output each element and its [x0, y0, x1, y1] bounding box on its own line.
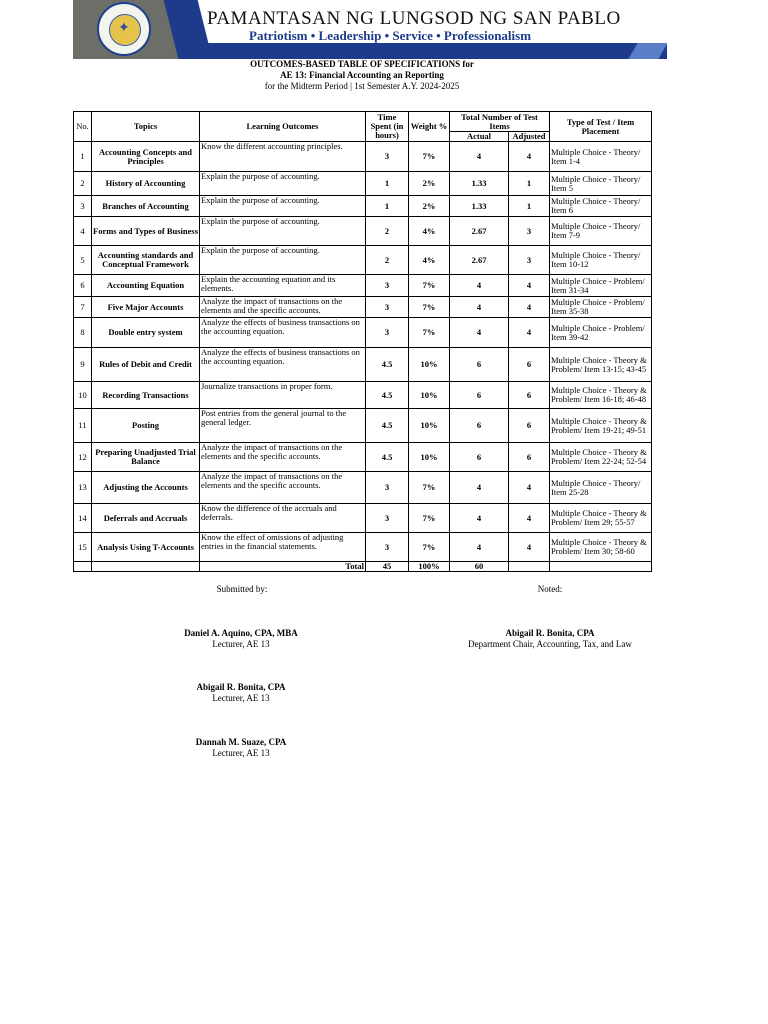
row-time: 3	[366, 318, 409, 348]
row-number: 2	[74, 172, 92, 196]
row-adjusted: 1	[509, 196, 550, 217]
row-outcome: Post entries from the general journal to the general ledger.	[200, 409, 366, 443]
header-weight: Weight %	[409, 112, 450, 142]
row-type: Multiple Choice - Theory & Problem/ Item 19-21; 49-51	[550, 409, 652, 443]
row-type: Multiple Choice - Problem/ Item 35-38	[550, 297, 652, 318]
row-outcome: Know the effect of omissions of adjusting entries in the financial statements.	[200, 533, 366, 562]
row-number: 14	[74, 504, 92, 533]
row-number: 12	[74, 443, 92, 472]
header-type: Type of Test / Item Placement	[550, 112, 652, 142]
row-adjusted: 4	[509, 533, 550, 562]
row-number: 15	[74, 533, 92, 562]
row-actual: 2.67	[450, 246, 509, 275]
row-number: 13	[74, 472, 92, 504]
signatory-name: Abigail R. Bonita, CPA	[505, 628, 595, 638]
submitted-by-label: Submitted by:	[216, 584, 268, 594]
row-adjusted: 4	[509, 504, 550, 533]
row-number: 8	[74, 318, 92, 348]
row-type: Multiple Choice - Theory/ Item 7-9	[550, 217, 652, 246]
header-outcomes: Learning Outcomes	[200, 112, 366, 142]
row-number: 3	[74, 196, 92, 217]
table-row	[74, 533, 652, 562]
row-adjusted: 4	[509, 297, 550, 318]
row-adjusted: 3	[509, 246, 550, 275]
row-actual: 4	[450, 318, 509, 348]
table-row	[74, 246, 652, 275]
row-time: 1	[366, 172, 409, 196]
row-weight: 7%	[409, 472, 450, 504]
total-weight: 100%	[409, 562, 450, 572]
row-time: 1	[366, 196, 409, 217]
row-time: 3	[366, 275, 409, 297]
row-weight: 10%	[409, 443, 450, 472]
row-weight: 7%	[409, 318, 450, 348]
row-time: 2	[366, 217, 409, 246]
table-row	[74, 318, 652, 348]
row-actual: 4	[450, 275, 509, 297]
row-topic: Accounting Concepts and Principles	[92, 142, 200, 172]
header-no: No.	[74, 112, 92, 142]
noted-label: Noted:	[537, 584, 563, 594]
total-empty	[92, 562, 200, 572]
signatory-name: Dannah M. Suaze, CPA	[195, 737, 287, 747]
row-adjusted: 6	[509, 348, 550, 382]
total-empty	[509, 562, 550, 572]
row-outcome: Explain the accounting equation and its elements.	[200, 275, 366, 297]
table-row	[74, 504, 652, 533]
row-outcome: Analyze the impact of transactions on the elements and the specific accounts.	[200, 472, 366, 504]
row-type: Multiple Choice - Theory & Problem/ Item 13-15; 43-45	[550, 348, 652, 382]
university-name: PAMANTASAN NG LUNGSOD NG SAN PABLO	[207, 8, 621, 29]
signatory-name: Daniel A. Aquino, CPA, MBA	[184, 628, 298, 638]
row-topic: Deferrals and Accruals	[92, 504, 200, 533]
row-type: Multiple Choice - Theory/ Item 1-4	[550, 142, 652, 172]
row-weight: 7%	[409, 142, 450, 172]
row-number: 1	[74, 142, 92, 172]
row-topic: Accounting Equation	[92, 275, 200, 297]
row-outcome: Analyze the effects of business transactions on the accounting equation.	[200, 318, 366, 348]
row-weight: 10%	[409, 348, 450, 382]
row-type: Multiple Choice - Theory & Problem/ Item 16-18; 46-48	[550, 382, 652, 409]
total-time: 45	[366, 562, 409, 572]
specifications-table	[73, 111, 652, 572]
total-empty	[74, 562, 92, 572]
row-outcome: Explain the purpose of accounting.	[200, 172, 366, 196]
row-outcome: Explain the purpose of accounting.	[200, 246, 366, 275]
row-topic: Analysis Using T-Accounts	[92, 533, 200, 562]
row-actual: 6	[450, 409, 509, 443]
table-row	[74, 297, 652, 318]
row-topic: History of Accounting	[92, 172, 200, 196]
row-outcome: Explain the purpose of accounting.	[200, 196, 366, 217]
row-time: 4.5	[366, 443, 409, 472]
title-line-1: OUTCOMES-BASED TABLE OF SPECIFICATIONS for	[250, 59, 474, 69]
row-type: Multiple Choice - Theory & Problem/ Item 30; 58-60	[550, 533, 652, 562]
row-type: Multiple Choice - Problem/ Item 31-34	[550, 275, 652, 297]
row-topic: Double entry system	[92, 318, 200, 348]
header-topics: Topics	[92, 112, 200, 142]
header-adjusted: Adjusted	[509, 132, 550, 142]
row-topic: Forms and Types of Business	[92, 217, 200, 246]
table-row	[74, 382, 652, 409]
total-row	[74, 562, 652, 572]
header-total-items: Total Number of Test Items	[450, 112, 550, 132]
table-row	[74, 142, 652, 172]
row-number: 9	[74, 348, 92, 382]
row-actual: 4	[450, 142, 509, 172]
row-adjusted: 3	[509, 217, 550, 246]
row-weight: 10%	[409, 382, 450, 409]
row-outcome: Know the different accounting principles.	[200, 142, 366, 172]
total-label: Total	[200, 562, 366, 572]
signatory-role: Lecturer, AE 13	[212, 748, 270, 758]
row-time: 3	[366, 504, 409, 533]
row-time: 2	[366, 246, 409, 275]
table-row	[74, 472, 652, 504]
signature-block	[140, 737, 342, 759]
row-adjusted: 1	[509, 172, 550, 196]
row-actual: 2.67	[450, 217, 509, 246]
row-topic: Rules of Debit and Credit	[92, 348, 200, 382]
row-weight: 10%	[409, 409, 450, 443]
row-weight: 2%	[409, 172, 450, 196]
row-time: 4.5	[366, 409, 409, 443]
row-topic: Posting	[92, 409, 200, 443]
university-seal-icon: ✦	[97, 2, 151, 56]
signature-block	[440, 628, 660, 650]
row-adjusted: 4	[509, 318, 550, 348]
row-weight: 7%	[409, 297, 450, 318]
row-actual: 1.33	[450, 172, 509, 196]
row-time: 4.5	[366, 382, 409, 409]
row-actual: 6	[450, 443, 509, 472]
title-line-3: for the Midterm Period | 1st Semester A.Y. 2024-2025	[264, 81, 460, 91]
header-bar	[191, 43, 667, 59]
table-row	[74, 196, 652, 217]
row-weight: 4%	[409, 246, 450, 275]
row-type: Multiple Choice - Theory/ Item 6	[550, 196, 652, 217]
document-header	[73, 0, 667, 59]
row-type: Multiple Choice - Problem/ Item 39-42	[550, 318, 652, 348]
row-actual: 4	[450, 472, 509, 504]
row-outcome: Analyze the impact of transactions on the elements and the specific accounts.	[200, 297, 366, 318]
table-row	[74, 275, 652, 297]
row-number: 5	[74, 246, 92, 275]
signatory-role: Department Chair, Accounting, Tax, and Law	[468, 639, 632, 649]
header-time: Time Spent (in hours)	[366, 112, 409, 142]
row-time: 4.5	[366, 348, 409, 382]
signatory-role: Lecturer, AE 13	[212, 639, 270, 649]
row-weight: 7%	[409, 275, 450, 297]
table-row	[74, 443, 652, 472]
row-adjusted: 4	[509, 275, 550, 297]
row-type: Multiple Choice - Theory/ Item 5	[550, 172, 652, 196]
table-row	[74, 409, 652, 443]
document-title	[0, 59, 724, 92]
row-weight: 4%	[409, 217, 450, 246]
row-weight: 7%	[409, 533, 450, 562]
row-adjusted: 6	[509, 443, 550, 472]
row-number: 6	[74, 275, 92, 297]
table-row	[74, 172, 652, 196]
row-number: 7	[74, 297, 92, 318]
row-outcome: Analyze the effects of business transactions on the accounting equation.	[200, 348, 366, 382]
row-type: Multiple Choice - Theory & Problem/ Item 22-24; 52-54	[550, 443, 652, 472]
total-empty	[550, 562, 652, 572]
table-row	[74, 348, 652, 382]
row-time: 3	[366, 142, 409, 172]
row-outcome: Explain the purpose of accounting.	[200, 217, 366, 246]
row-number: 4	[74, 217, 92, 246]
row-topic: Recording Transactions	[92, 382, 200, 409]
row-number: 11	[74, 409, 92, 443]
signatory-name: Abigail R. Bonita, CPA	[196, 682, 286, 692]
row-time: 3	[366, 472, 409, 504]
signature-block	[140, 682, 342, 704]
row-time: 3	[366, 533, 409, 562]
row-actual: 6	[450, 382, 509, 409]
row-adjusted: 6	[509, 409, 550, 443]
signatory-role: Lecturer, AE 13	[212, 693, 270, 703]
table-row	[74, 217, 652, 246]
row-outcome: Analyze the impact of transactions on the elements and the specific accounts.	[200, 443, 366, 472]
total-items: 60	[450, 562, 509, 572]
row-actual: 4	[450, 297, 509, 318]
signature-block	[140, 628, 342, 650]
row-type: Multiple Choice - Theory/ Item 10-12	[550, 246, 652, 275]
university-motto: Patriotism • Leadership • Service • Professionalism	[249, 28, 532, 43]
row-actual: 6	[450, 348, 509, 382]
row-adjusted: 4	[509, 142, 550, 172]
row-type: Multiple Choice - Theory/ Item 25-28	[550, 472, 652, 504]
row-outcome: Journalize transactions in proper form.	[200, 382, 366, 409]
row-number: 10	[74, 382, 92, 409]
row-outcome: Know the difference of the accruals and deferrals.	[200, 504, 366, 533]
row-adjusted: 4	[509, 472, 550, 504]
row-actual: 4	[450, 533, 509, 562]
header-actual: Actual	[450, 132, 509, 142]
row-topic: Adjusting the Accounts	[92, 472, 200, 504]
row-type: Multiple Choice - Theory & Problem/ Item 29; 55-57	[550, 504, 652, 533]
row-actual: 1.33	[450, 196, 509, 217]
row-adjusted: 6	[509, 382, 550, 409]
row-topic: Accounting standards and Conceptual Framework	[92, 246, 200, 275]
title-line-2: AE 13: Financial Accounting an Reporting	[280, 70, 444, 80]
row-time: 3	[366, 297, 409, 318]
row-topic: Preparing Unadjusted Trial Balance	[92, 443, 200, 472]
row-actual: 4	[450, 504, 509, 533]
row-weight: 2%	[409, 196, 450, 217]
row-topic: Branches of Accounting	[92, 196, 200, 217]
row-weight: 7%	[409, 504, 450, 533]
row-topic: Five Major Accounts	[92, 297, 200, 318]
